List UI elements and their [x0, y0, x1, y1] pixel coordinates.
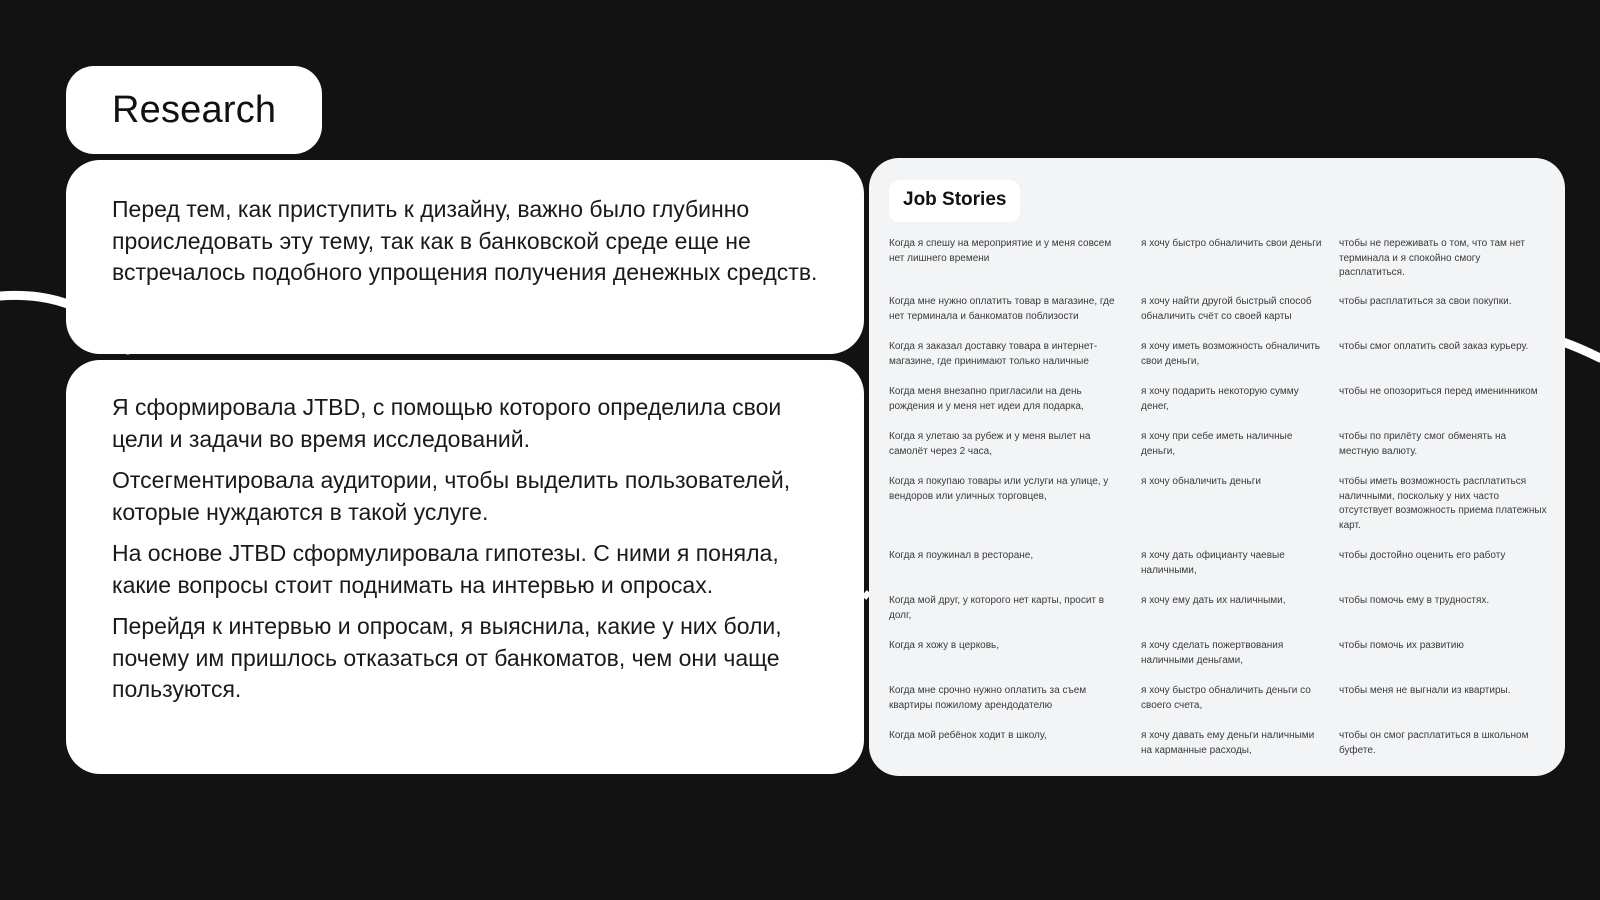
method-paragraph: На основе JTBD сформулировала гипотезы. С ними я поняла, какие вопросы стоит поднимать на интервью и опросах. — [112, 540, 779, 598]
story-outcome: чтобы помочь ему в трудностях. — [1339, 595, 1490, 606]
job-story-row — [889, 430, 1545, 475]
story-motivation: я хочу ему дать их наличными, — [1141, 595, 1286, 606]
method-card — [66, 360, 864, 774]
story-situation: Когда я хожу в церковь, — [889, 640, 1000, 651]
job-story-row — [889, 594, 1545, 639]
method-paragraph: Перейдя к интервью и опросам, я выяснила, какие у них боли, почему им пришлось отказаться от банкоматов, чем они чаще пользуются. — [112, 613, 782, 702]
intro-text: Перед тем, как приступить к дизайну, важно было глубинно происледовать эту тему, так как в банковской среде еще не встречалось подобного упрощения получения денежных средств. — [112, 196, 818, 285]
story-outcome: чтобы меня не выгнали из квартиры. — [1339, 685, 1511, 696]
story-motivation: я хочу дать официанту чаевые наличными, — [1141, 550, 1285, 576]
section-title-pill — [66, 66, 322, 154]
story-outcome: чтобы смог оплатить свой заказ курьеру. — [1339, 341, 1529, 352]
story-motivation: я хочу быстро обналичить свои деньги — [1141, 238, 1322, 249]
job-story-row — [889, 237, 1545, 295]
story-motivation: я хочу быстро обналичить деньги со своего счета, — [1141, 685, 1311, 711]
job-story-row — [889, 340, 1545, 385]
story-situation: Когда я заказал доставку товара в интернет-магазине, где принимают только наличные — [889, 341, 1098, 367]
story-motivation: я хочу иметь возможность обналичить свои деньги, — [1141, 341, 1320, 367]
story-situation: Когда меня внезапно пригласили на день рождения и у меня нет идеи для подарка, — [889, 386, 1084, 412]
story-motivation: я хочу обналичить деньги — [1141, 476, 1261, 487]
story-situation: Когда я улетаю за рубеж и у меня вылет на самолёт через 2 часа, — [889, 431, 1091, 457]
job-story-row — [889, 475, 1545, 549]
method-paragraph: Отсегментировала аудитории, чтобы выделить пользователей, которые нуждаются в такой услуге. — [112, 467, 791, 525]
story-motivation: я хочу при себе иметь наличные деньги, — [1141, 431, 1293, 457]
method-paragraph: Я сформировала JTBD, с помощью которого определила свои цели и задачи во время исследований. — [112, 394, 782, 452]
story-outcome: чтобы не переживать о том, что там нет терминала и я спокойно смогу расплатиться. — [1339, 238, 1526, 278]
story-motivation: я хочу найти другой быстрый способ обналичить счёт со своей карты — [1141, 296, 1312, 322]
story-outcome: чтобы помочь их развитию — [1339, 640, 1464, 651]
story-motivation: я хочу сделать пожертвования наличными деньгами, — [1141, 640, 1284, 666]
job-story-row — [889, 639, 1545, 684]
job-story-row — [889, 729, 1545, 769]
right-connector-curve — [1563, 342, 1600, 358]
job-stories-label: Job Stories — [889, 180, 1020, 222]
story-outcome: чтобы он смог расплатиться в школьном буфете. — [1339, 730, 1529, 756]
job-stories-table — [889, 237, 1545, 769]
intro-card — [66, 160, 864, 354]
story-situation: Когда я спешу на мероприятие и у меня совсем нет лишнего времени — [889, 238, 1112, 264]
story-motivation: я хочу подарить некоторую сумму денег, — [1141, 386, 1299, 412]
job-story-row — [889, 684, 1545, 729]
story-situation: Когда мне срочно нужно оплатить за съем квартиры пожилому арендодателю — [889, 685, 1087, 711]
job-story-row — [889, 549, 1545, 594]
job-stories-panel — [869, 158, 1565, 776]
story-situation: Когда мой друг, у которого нет карты, просит в долг, — [889, 595, 1105, 621]
story-outcome: чтобы не опозориться перед именинником — [1339, 386, 1538, 397]
story-outcome: чтобы по прилёту смог обменять на местную валюту. — [1339, 431, 1507, 457]
story-situation: Когда я поужинал в ресторане, — [889, 550, 1034, 561]
story-situation: Когда я покупаю товары или услуги на улице, у вендоров или уличных торговцев, — [889, 476, 1109, 502]
section-title: Research — [112, 88, 277, 131]
story-outcome: чтобы иметь возможность расплатиться наличными, поскольку у них часто отсутствует возможность приема платежных карт. — [1339, 476, 1547, 531]
job-story-row — [889, 385, 1545, 430]
story-motivation: я хочу давать ему деньги наличными на карманные расходы, — [1141, 730, 1315, 756]
story-outcome: чтобы расплатиться за свои покупки. — [1339, 296, 1512, 307]
story-situation: Когда мой ребёнок ходит в школу, — [889, 730, 1047, 741]
job-story-row — [889, 295, 1545, 340]
story-outcome: чтобы достойно оценить его работу — [1339, 550, 1506, 561]
story-situation: Когда мне нужно оплатить товар в магазине, где нет терминала и банкоматов поблизости — [889, 296, 1115, 322]
